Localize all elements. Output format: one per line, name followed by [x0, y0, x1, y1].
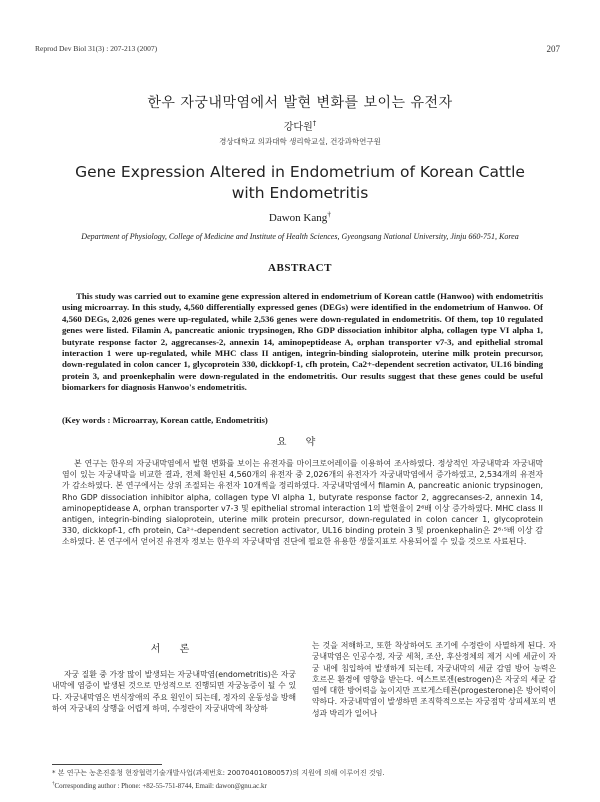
summary-body: 본 연구는 한우의 자궁내막염에서 발현 변화를 보이는 유전자를 마이크로어레이를 이용하여 조사하였다. 정상적인 자궁내막과 자궁내막염이 있는 자궁내막을 비교한 결과, 전체 확인된 4,560개의 유전자 중 2,026개의 유전자가 자궁내막염에서 증가하였고, 2,534개의 유전자가 감소하였다. 본 연구에서는 상위 조절되는 유전자 10개씩을 정리하였다. 자궁내막염에서 filamin A, pancreatic anionic trypsinogen, Rho GDP dissociation inhibitor alpha, collagen type VI alpha 1, butyrate response factor 2, aggrecanses-2, annexin 14, aminopeptidease A, orphan transporter v7-3 및 epithelial stromal interaction 1의 발현율이 2⁶배 이상 증가하였다. MHC class II antigen, integrin-binding sialoprotein, uterine milk protein precursor, down-regulated in colon cancer 1, glycoprotein 330, dickkopf-1, cfh protein, Ca²⁺-dependent secretion activator, UL16 binding protein 3 및 proenkephalin은 2⁶·⁵배 이상 감소하였다. 본 연구에서 얻어진 유전자 정보는 한우의 자궁내막염 진단에 필요한 유용한 생물지표로 사용되어질 수 있을 것으로 사료된다.	[62, 459, 543, 547]
english-title-line1: Gene Expression Altered in Endometrium of Korean Cattle	[75, 163, 525, 181]
english-author-name: Dawon Kang	[268, 212, 328, 224]
english-author-mark: †	[327, 209, 332, 219]
footnote-divider	[52, 764, 162, 765]
summary-heading: 요 약	[276, 437, 324, 448]
keywords: (Key words : Microarray, Korean cattle, Endometritis)	[62, 415, 268, 425]
korean-author-name: 강다원	[283, 122, 313, 133]
korean-author	[0, 118, 600, 133]
funding-footnote: * 본 연구는 농촌진흥청 현장협력기술개발사업(과제번호: 20070401080057)의 지원에 의해 이루어진 것임.	[52, 769, 385, 777]
introduction-right-text: 는 것을 저해하고, 또한 착상하여도 조기에 수정란이 사멸하게 된다. 자궁내막염은 인공수정, 자궁 세척, 조산, 후산정체의 제거 시에 세균이 자궁 내에 침입하여 발생하게 되는데, 자궁내막의 세균 감염 방어 능력은 호르몬 환경에 영향을 받는다. 에스트로겐(estrogen)은 자궁의 세균 감염에 대한 방어력을 높이지만 프로게스테론(progesterone)은 방어력이 약하다. 자궁내막염이 발생하면 조직학적으로는 자궁점막 상피세포의 변성과 박리가 일어나	[312, 641, 556, 718]
english-affiliation: Department of Physiology, College of Medicine and Institute of Health Sciences, Gyeongsang National University, Jinju 660-751, Korea	[81, 232, 519, 241]
corresponding-text: Corresponding author : Phone: +82-55-751-8744, Email: dawon@gnu.ac.kr	[54, 782, 267, 790]
introduction-left-text: 자궁 질환 중 가장 많이 발생되는 자궁내막염(endometritis)은 자궁내막에 염증이 발생된 것으로 만성적으로 진행되면 자궁농증이 될 수 있다. 자궁내막염은 번식장애의 주요 원인이 되는데, 정자의 운동성을 방해하여 자궁내의 상행을 어렵게 하며, 수정란이 자궁내막에 착상하	[52, 670, 296, 713]
corresponding-footnote	[52, 782, 267, 790]
introduction-heading: 서 론	[150, 644, 198, 655]
korean-author-mark: †	[312, 119, 317, 128]
english-title-line2: with Endometritis	[231, 184, 369, 202]
abstract-heading: ABSTRACT	[268, 262, 332, 274]
left-column	[52, 640, 296, 714]
korean-affiliation: 경상대학교 의과대학 생리학교실, 건강과학연구원	[219, 137, 381, 146]
right-column	[312, 640, 556, 719]
english-author	[0, 209, 600, 224]
corresponding-mark: †	[52, 781, 55, 787]
journal-header: Reprod Dev Biol 31(3) : 207-213 (2007)	[35, 44, 158, 53]
korean-title: 한우 자궁내막염에서 발현 변화를 보이는 유전자	[147, 95, 453, 111]
english-title	[0, 162, 600, 204]
abstract-body: This study was carried out to examine gene expression altered in endometrium of Korean cattle (Hanwoo) with endometritis using microarray. In this study, 4,560 differentially expressed genes (DEGs) were identified in the endometrium of Hanwoo. Of 4,560 DEGs, 2,026 genes were up-regulated, while 2,536 genes were down-regulated in endometritis. Of them, top 10 regulated genes were listed. Filamin A, pancreatic anionic trypsinogen, Rho GDP dissociation inhibitor alpha, collagen type VI alpha 1, butyrate response factor 2, aggrecanses-2, annexin 14, aminopeptidease A, orphan transporter v7-3, and epithelial stromal interaction 1 were up-regulated, while MHC class II antigen, integrin-binding sialoprotein, uterine milk protein precursor, down-regulated in colon cancer 1, glycoprotein 330, dickkopf-1, cfh protein, Ca2+-dependent secretion activator, UL16 binding protein 3, and proenkephalin were down-regulated in the endometritis. Our results suggest that these genes could be useful biomarkers for diagnosis Hanwoo's endometritis.	[62, 291, 543, 393]
page-number: 207	[546, 44, 560, 54]
